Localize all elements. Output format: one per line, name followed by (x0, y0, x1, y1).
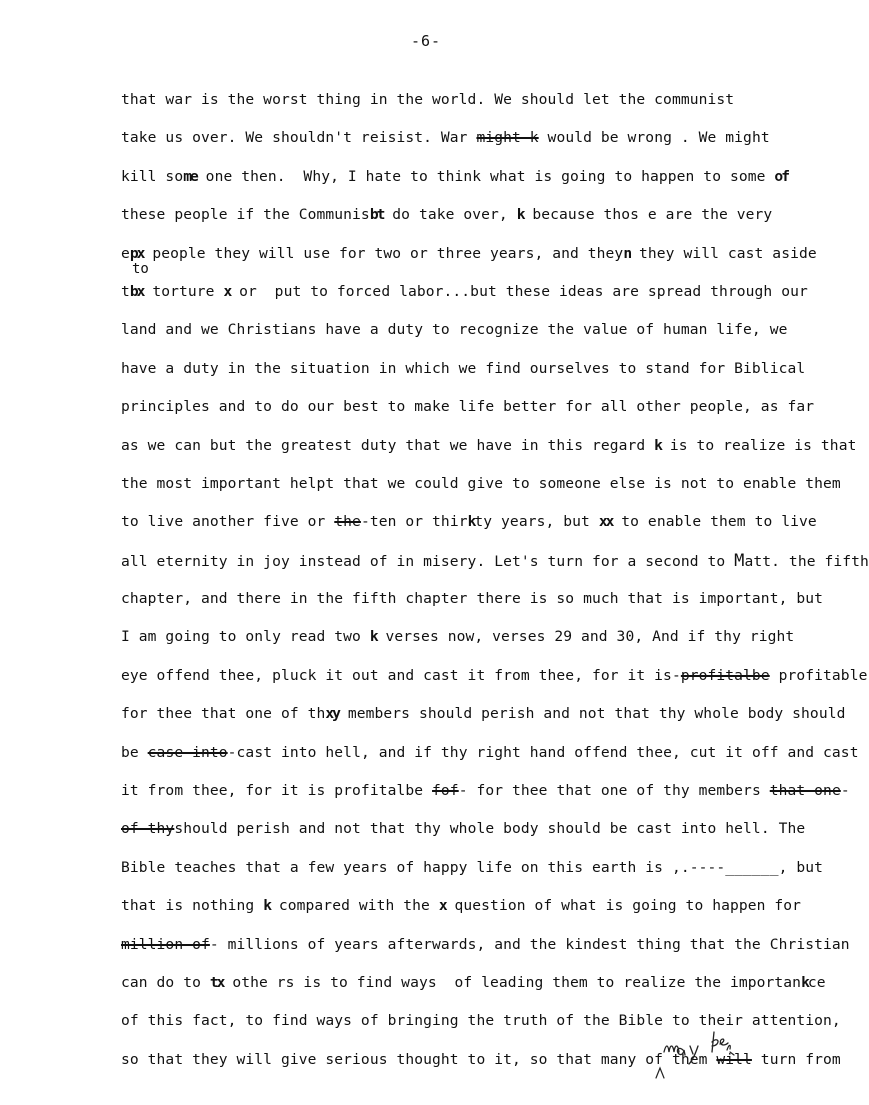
line-text: that war is the worst thing in the world. We should let the communist (121, 91, 735, 108)
line-text: profitable (769, 666, 868, 684)
line-text: turn from (751, 1050, 841, 1068)
text-line (121, 664, 868, 702)
line-text: have a duty in the situation in which we find ourselves to stand for Biblical (121, 359, 806, 377)
line-text: members should perish and not that thy whole body should (338, 705, 846, 723)
line-text: M (734, 550, 745, 571)
line-text: they will cast aside (630, 244, 817, 262)
line-text: should perish and not that thy whole body should be cast into hell. The (174, 820, 806, 838)
text-line (121, 472, 841, 510)
overtyped-text: n (623, 244, 631, 262)
overtyped-text: k (801, 973, 808, 991)
text-line (121, 510, 821, 548)
line-text: as we can but the greatest duty that we have in this regard (121, 436, 655, 454)
text-line (121, 203, 821, 241)
line-text: compared with the (269, 897, 439, 915)
line-text: ty years, but (474, 513, 599, 531)
line-text: can do to (121, 973, 210, 991)
struck-text: that one (769, 782, 841, 800)
text-line (121, 318, 821, 356)
line-text: Bible teaches that a few years of happy life on this earth is ,.----______, but (121, 858, 824, 876)
struck-text: fof (432, 782, 459, 800)
overtyped-text: bt (369, 206, 384, 224)
text-line (121, 395, 821, 433)
overtyped-text: k (654, 436, 661, 454)
line-text: othe rs is to find ways of leading them to realize the importan (223, 973, 802, 991)
struck-text: profitalbe (680, 666, 770, 684)
text-line (121, 702, 846, 740)
text-line (121, 434, 857, 472)
line-text: land and we Christians have a duty to recognize the value of human life, we (121, 321, 788, 339)
text-line (121, 741, 859, 779)
line-text: verses now, verses 29 and 30, And if thy right (376, 628, 795, 646)
line-text: -ten or thir (360, 513, 468, 531)
struck-text: might k (476, 129, 539, 147)
text-line (121, 856, 824, 894)
text-line (121, 165, 821, 203)
overtyped-text: xy (325, 705, 339, 723)
line-text: I am going to only read two (121, 628, 370, 646)
line-text: - for thee that one of thy members (458, 782, 770, 800)
text-line (121, 625, 821, 663)
document-body (121, 88, 869, 1086)
line-text: principles and to do our best to make life better for all other people, as far (121, 398, 815, 416)
text-line (121, 88, 821, 126)
text-line (121, 933, 850, 971)
overtyped-text: bx (129, 282, 144, 300)
overtyped-text: k (467, 513, 475, 531)
text-line (121, 894, 821, 932)
overtyped-text: me (183, 167, 197, 185)
text-line (121, 971, 826, 1009)
line-text: eye offend thee, pluck it out and cast it from thee, for it is- (121, 666, 681, 684)
line-text: or put to forced labor...but these ideas are spread through our (230, 282, 808, 300)
text-line (121, 587, 824, 625)
text-line (121, 242, 821, 280)
line-text: -cast into hell, and if thy right hand offend thee, cut it off and cast (227, 743, 859, 761)
line-text: one then. Why, I hate to think what is going to happen to some (196, 167, 775, 185)
overtyped-text: x (438, 897, 446, 915)
text-line (121, 549, 869, 587)
line-text: of this fact, to find ways of bringing the truth of the Bible to their attention, (121, 1012, 841, 1030)
handwritten-insertion (650, 1028, 770, 1088)
line-text: take us over. We shouldn't reisist. War (121, 129, 477, 147)
text-line (121, 126, 821, 164)
handwritten-text: may be (710, 1086, 714, 1087)
page-number: -6- (410, 32, 442, 50)
struck-text: million of (121, 935, 210, 953)
line-text: for thee that one of th (121, 705, 326, 723)
line-text: kill so (121, 167, 184, 185)
overtyped-text: k (516, 206, 524, 224)
line-text: would be wrong . We might (538, 129, 770, 147)
interlinear-insertion: to (132, 261, 149, 277)
text-line (121, 357, 821, 395)
line-text: people they will use for two or three years, and they (143, 244, 624, 262)
line-text: chapter, and there in the fifth chapter there is so much that is important, but (121, 590, 824, 608)
overtyped-text: px (129, 244, 144, 262)
overtyped-text: x (223, 282, 231, 300)
line-text: these people if the Communis (121, 206, 370, 224)
overtyped-text: xx (598, 513, 613, 531)
overtyped-text: k (369, 628, 377, 646)
line-text: all eternity in joy instead of in misery. Let's turn for a second to (121, 552, 735, 570)
line-text: the most important helpt that we could give to someone else is not to enable them (121, 474, 841, 492)
line-text: - (840, 782, 850, 800)
struck-text: will (716, 1050, 752, 1068)
text-line (121, 817, 821, 855)
overtyped-text: k (263, 897, 270, 915)
text-line (121, 779, 850, 817)
overtyped-text: of (774, 167, 788, 185)
struck-text: of thy (121, 820, 175, 838)
overtyped-text: tx (209, 973, 224, 991)
line-text: t (121, 282, 130, 300)
line-text: torture (143, 282, 224, 300)
line-text: it from thee, for it is profitalbe (121, 782, 433, 800)
line-text: att. the fifth (744, 552, 869, 570)
text-line (121, 280, 821, 318)
struck-text: the (334, 513, 361, 531)
line-text: is to realize is that (660, 436, 857, 454)
line-text: e (121, 244, 130, 262)
line-text: so that they will give serious thought to it, so that many of them (121, 1050, 717, 1068)
line-text: that is nothing (121, 897, 264, 915)
line-text: because thos e are the very (523, 206, 773, 224)
line-text: be (121, 743, 148, 761)
line-text: do take over, (383, 206, 517, 224)
line-text: to live another five or (121, 513, 335, 531)
struck-text: case into (147, 743, 228, 761)
line-text: ce (807, 973, 826, 991)
line-text: question of what is going to happen for (445, 897, 802, 915)
line-text: - millions of years afterwards, and the kindest thing that the Christian (209, 935, 850, 953)
line-text: to enable them to live (612, 513, 817, 531)
